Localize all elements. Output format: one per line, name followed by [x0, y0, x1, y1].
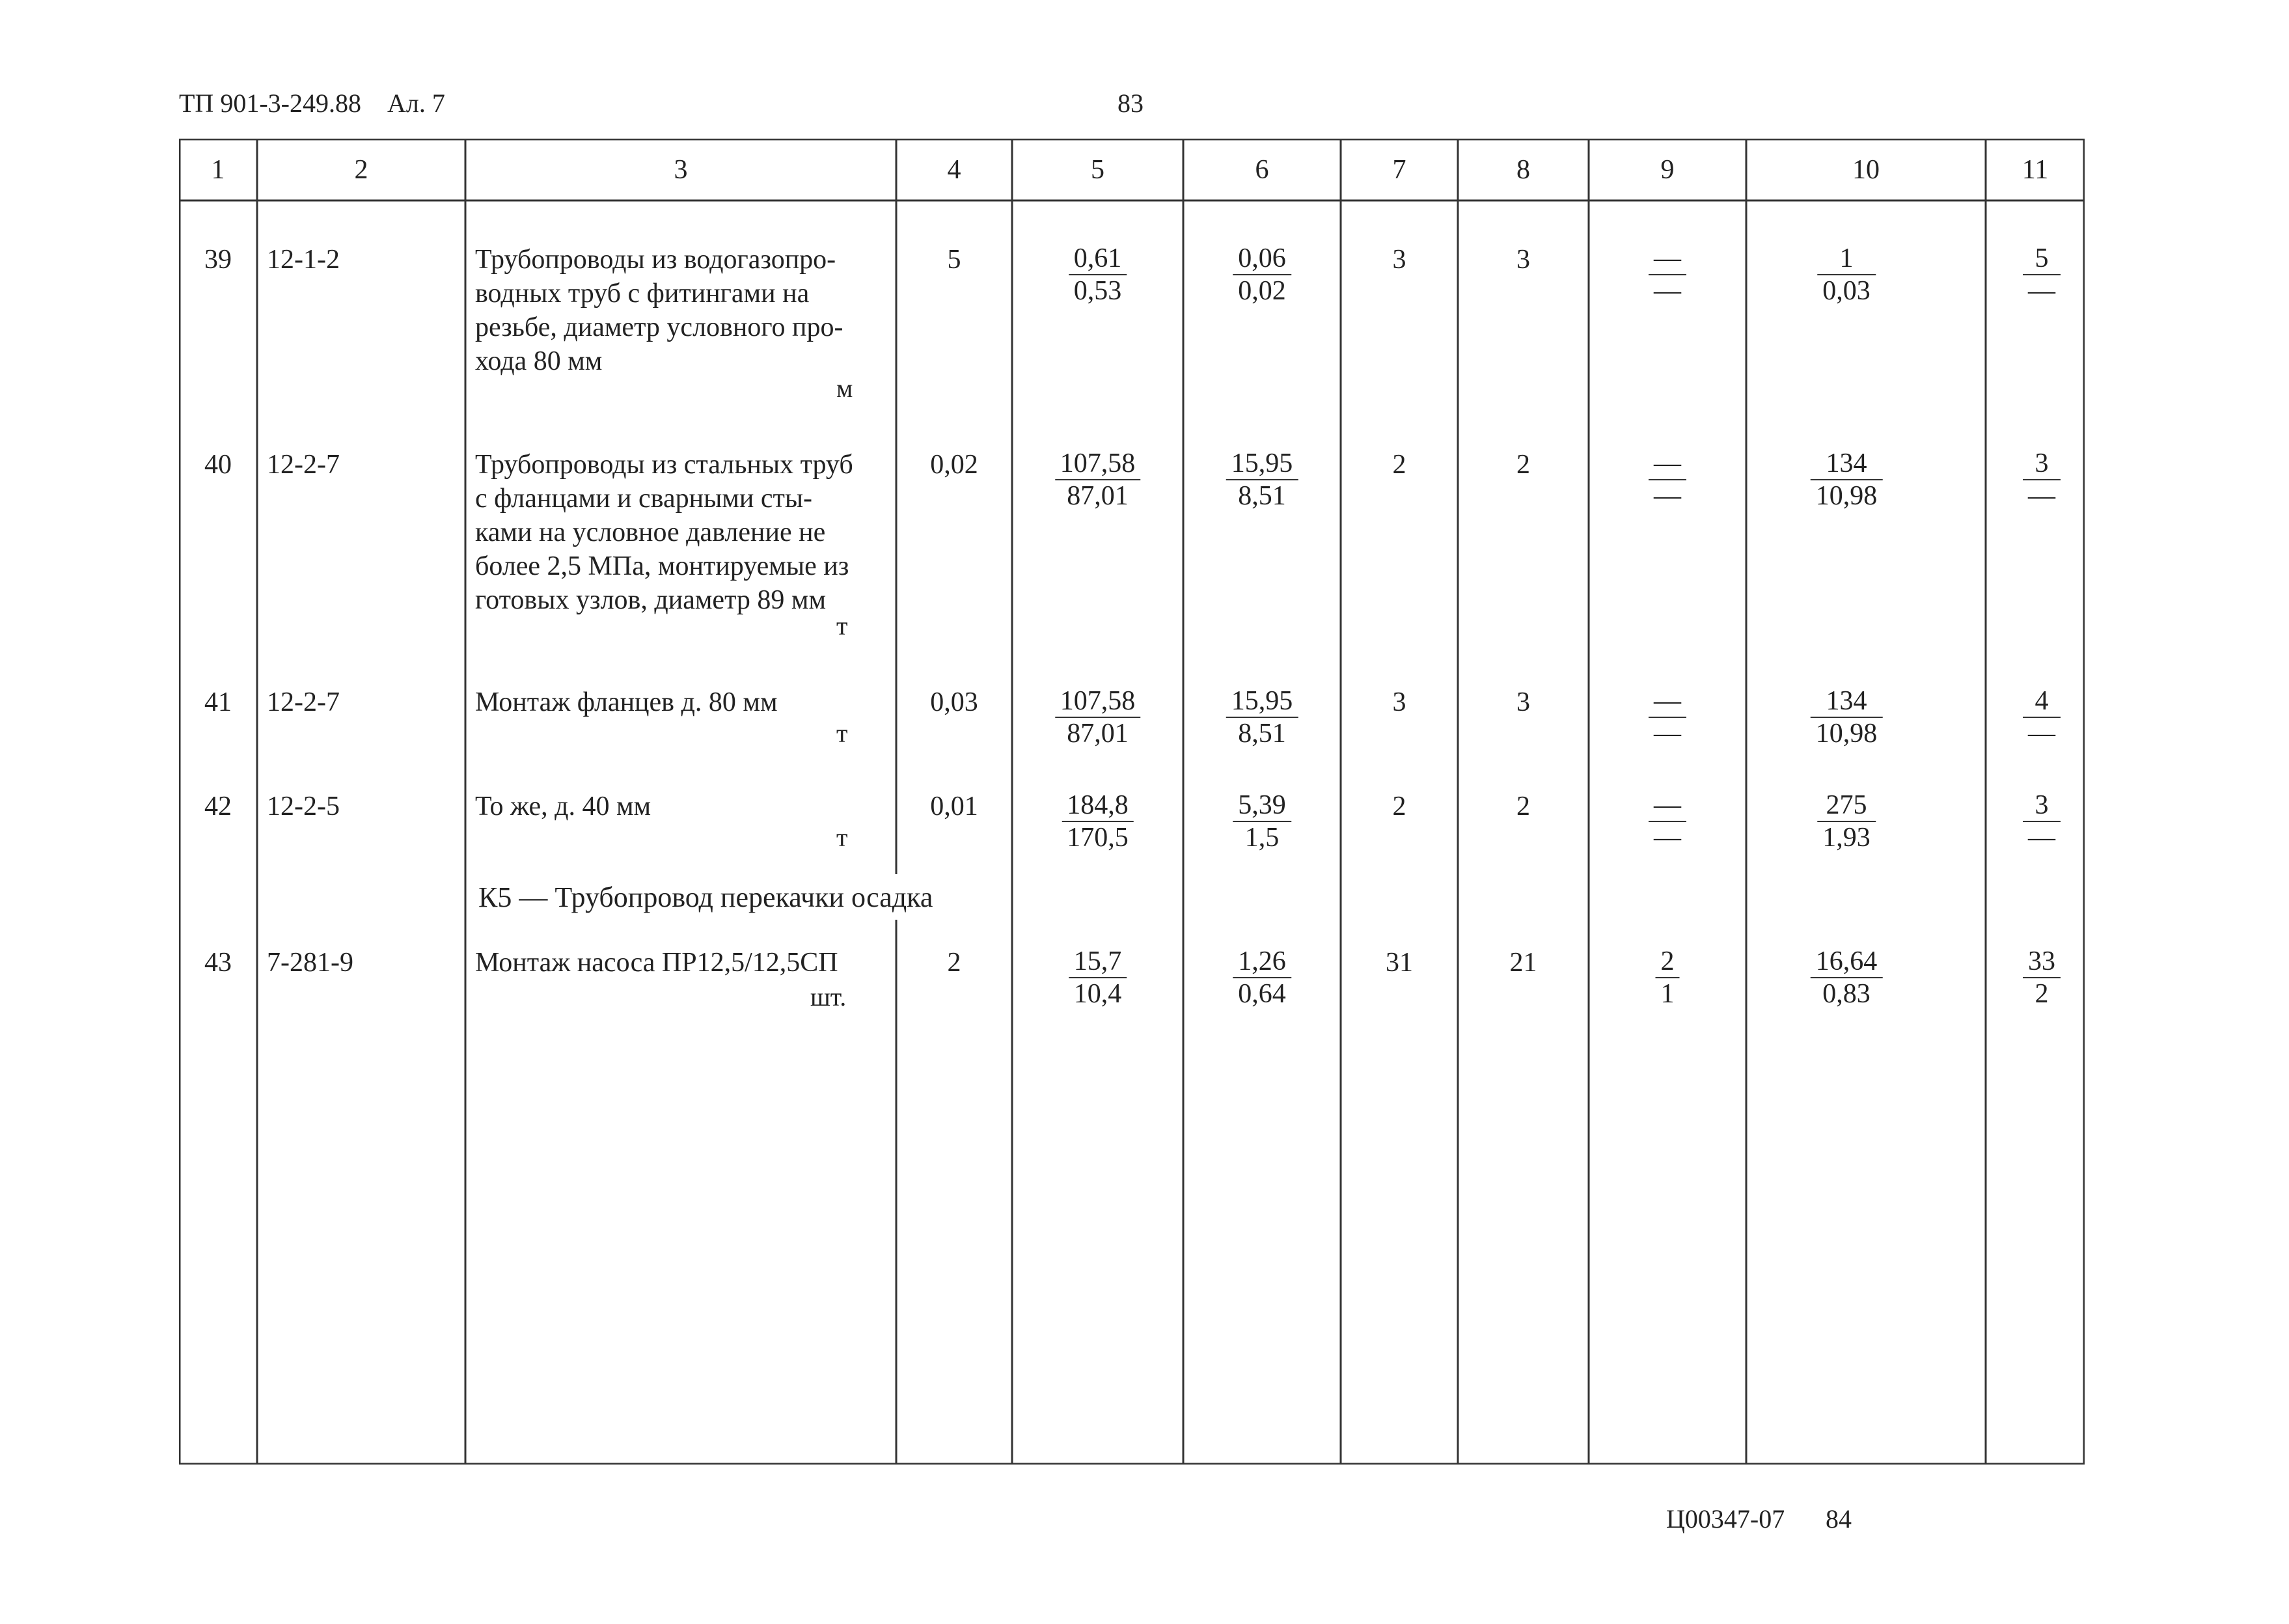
- sheet-label: Ал. 7: [387, 89, 445, 118]
- col10-fraction-numerator: 16,64: [1811, 946, 1883, 978]
- document-code: ТП 901-3-249.88: [179, 89, 361, 118]
- col10-fraction-denominator: 1,93: [1822, 823, 1871, 853]
- col8-value: 21: [1509, 948, 1537, 978]
- col6-fraction-numerator: 15,95: [1226, 685, 1298, 718]
- description-line: водных труб с фитингами на: [475, 279, 810, 309]
- col11-fraction: [2023, 790, 2061, 853]
- column-header-4: 4: [947, 155, 961, 185]
- rate-code: 12-2-7: [267, 450, 340, 480]
- col8-value: 3: [1516, 245, 1530, 275]
- unit-of-measure: м: [836, 374, 853, 403]
- col5-fraction-numerator: 107,58: [1055, 685, 1141, 718]
- col7-value: 3: [1392, 687, 1406, 717]
- row-number: 40: [204, 450, 232, 480]
- col6-fraction-numerator: 0,06: [1233, 243, 1291, 275]
- col9-fraction-denominator: —: [1654, 823, 1681, 853]
- col9-fraction-denominator: —: [1654, 481, 1681, 511]
- col8-value: 3: [1516, 687, 1530, 717]
- quantity: 2: [947, 948, 961, 978]
- description-line: более 2,5 МПа, монтируемые из: [475, 551, 849, 581]
- col10-fraction-numerator: 1: [1817, 243, 1876, 275]
- row-number: 42: [204, 791, 232, 821]
- column-header-10: 10: [1852, 155, 1880, 185]
- description-line: Трубопроводы из стальных труб: [475, 450, 853, 480]
- description-line: хода 80 мм: [475, 346, 603, 376]
- col9-fraction: [1649, 243, 1686, 307]
- col9-fraction: [1649, 448, 1686, 512]
- col11-fraction: [2023, 243, 2061, 307]
- work-description: [475, 448, 898, 617]
- col11-fraction-denominator: 2: [2035, 979, 2049, 1009]
- col6-fraction-denominator: 1,5: [1244, 823, 1280, 853]
- col9-fraction-numerator: 2: [1656, 946, 1680, 978]
- col11-fraction-numerator: 4: [2023, 685, 2061, 718]
- description-line: резьбе, диаметр условного про-: [475, 312, 843, 342]
- work-description: [475, 685, 898, 719]
- quantity: 0,01: [930, 791, 978, 821]
- quantity: 0,02: [930, 450, 978, 480]
- col6-fraction: [1226, 685, 1298, 749]
- col9-fraction-denominator: —: [1654, 719, 1681, 749]
- col10-fraction-numerator: 134: [1811, 685, 1883, 718]
- col10-fraction-denominator: 0,03: [1822, 276, 1871, 306]
- page-number: 83: [1117, 89, 1144, 118]
- footer-code: Ц00347-07: [1666, 1504, 1785, 1534]
- col10-fraction-numerator: 275: [1817, 790, 1876, 822]
- description-line: с фланцами и сварными сты-: [475, 484, 813, 514]
- rate-code: 12-2-7: [267, 687, 340, 717]
- description-line: Монтаж фланцев д. 80 мм: [475, 687, 778, 717]
- description-line: ками на условное давление не: [475, 517, 826, 547]
- col6-fraction: [1226, 448, 1298, 512]
- row-number: 39: [204, 245, 232, 275]
- col11-fraction-numerator: 5: [2023, 243, 2061, 275]
- column-header-7: 7: [1392, 155, 1406, 185]
- column-header-5: 5: [1091, 155, 1104, 185]
- col5-fraction-denominator: 10,4: [1073, 979, 1122, 1009]
- row-number: 43: [204, 948, 232, 978]
- col11-fraction-numerator: 33: [2023, 946, 2061, 978]
- description-line: готовых узлов, диаметр 89 мм: [475, 585, 827, 615]
- row-number: 41: [204, 687, 232, 717]
- col9-fraction-numerator: —: [1649, 448, 1686, 480]
- col11-fraction: [2023, 685, 2061, 749]
- col6-fraction-numerator: 5,39: [1233, 790, 1291, 822]
- col10-fraction-denominator: 10,98: [1815, 719, 1878, 749]
- unit-of-measure: т: [836, 719, 848, 748]
- col9-fraction: [1649, 685, 1686, 749]
- section-title: К5 — Трубопровод перекачки осадка: [478, 881, 933, 913]
- col5-fraction-denominator: 87,01: [1067, 719, 1129, 749]
- description-line: То же, д. 40 мм: [475, 791, 651, 821]
- col5-fraction: [1069, 946, 1127, 1010]
- col6-fraction: [1233, 946, 1291, 1010]
- work-description: [475, 243, 898, 378]
- description-line: Трубопроводы из водогазопро-: [475, 245, 836, 275]
- col7-value: 31: [1386, 948, 1413, 978]
- col11-fraction-numerator: 3: [2023, 448, 2061, 480]
- col6-fraction-denominator: 0,64: [1238, 979, 1286, 1009]
- col6-fraction: [1233, 243, 1291, 307]
- col9-fraction: [1649, 790, 1686, 853]
- rate-code: 12-1-2: [267, 245, 340, 275]
- col5-fraction: [1062, 790, 1134, 853]
- col10-fraction-numerator: 134: [1811, 448, 1883, 480]
- col9-fraction-numerator: —: [1649, 685, 1686, 718]
- col8-value: 2: [1516, 450, 1530, 480]
- col6-fraction-denominator: 0,02: [1238, 276, 1286, 306]
- col9-fraction-denominator: 1: [1660, 979, 1675, 1009]
- col11-fraction-denominator: —: [2028, 719, 2055, 749]
- col10-fraction: [1811, 448, 1883, 512]
- col7-value: 2: [1392, 450, 1406, 480]
- col5-fraction-numerator: 107,58: [1055, 448, 1141, 480]
- col5-fraction-numerator: 0,61: [1069, 243, 1127, 275]
- work-description: [475, 946, 898, 980]
- col5-fraction-denominator: 87,01: [1067, 481, 1129, 511]
- work-description: [475, 790, 898, 823]
- column-header-1: 1: [211, 155, 225, 185]
- col10-fraction-denominator: 0,83: [1822, 979, 1871, 1009]
- footer-number: 84: [1826, 1504, 1852, 1534]
- col10-fraction: [1817, 243, 1876, 307]
- col10-fraction: [1817, 790, 1876, 853]
- column-header-9: 9: [1660, 155, 1675, 185]
- col5-fraction-numerator: 184,8: [1062, 790, 1134, 822]
- col9-fraction-denominator: —: [1654, 276, 1681, 306]
- col5-fraction: [1055, 448, 1141, 512]
- col11-fraction: [2023, 946, 2061, 1010]
- description-line: Монтаж насоса ПР12,5/12,5СП: [475, 948, 838, 978]
- col9-fraction: [1656, 946, 1680, 1010]
- col7-value: 2: [1392, 791, 1406, 821]
- column-header-8: 8: [1516, 155, 1530, 185]
- column-header-2: 2: [354, 155, 368, 185]
- column-header-6: 6: [1255, 155, 1269, 185]
- unit-of-measure: шт.: [810, 982, 847, 1012]
- column-header-11: 11: [2022, 155, 2049, 185]
- column-header-3: 3: [674, 155, 688, 185]
- col11-fraction: [2023, 448, 2061, 512]
- col6-fraction-numerator: 1,26: [1233, 946, 1291, 978]
- col6-fraction-denominator: 8,51: [1238, 481, 1286, 511]
- col5-fraction: [1055, 685, 1141, 749]
- unit-of-measure: т: [836, 823, 848, 852]
- unit-of-measure: т: [836, 611, 848, 640]
- col8-value: 2: [1516, 791, 1530, 821]
- col6-fraction-denominator: 8,51: [1238, 719, 1286, 749]
- col9-fraction-numerator: —: [1649, 790, 1686, 822]
- col5-fraction: [1069, 243, 1127, 307]
- col6-fraction: [1233, 790, 1291, 853]
- col10-fraction: [1811, 685, 1883, 749]
- col10-fraction: [1811, 946, 1883, 1010]
- col6-fraction-numerator: 15,95: [1226, 448, 1298, 480]
- quantity: 5: [947, 245, 961, 275]
- col11-fraction-denominator: —: [2028, 481, 2055, 511]
- col5-fraction-denominator: 0,53: [1073, 276, 1122, 306]
- col10-fraction-denominator: 10,98: [1815, 481, 1878, 511]
- rate-code: 7-281-9: [267, 948, 353, 978]
- quantity: 0,03: [930, 687, 978, 717]
- rate-code: 12-2-5: [267, 791, 340, 821]
- col11-fraction-denominator: —: [2028, 823, 2055, 853]
- col5-fraction-numerator: 15,7: [1069, 946, 1127, 978]
- col11-fraction-denominator: —: [2028, 276, 2055, 306]
- col9-fraction-numerator: —: [1649, 243, 1686, 275]
- col7-value: 3: [1392, 245, 1406, 275]
- col11-fraction-numerator: 3: [2023, 790, 2061, 822]
- col5-fraction-denominator: 170,5: [1067, 823, 1129, 853]
- estimate-table: [179, 139, 2085, 1465]
